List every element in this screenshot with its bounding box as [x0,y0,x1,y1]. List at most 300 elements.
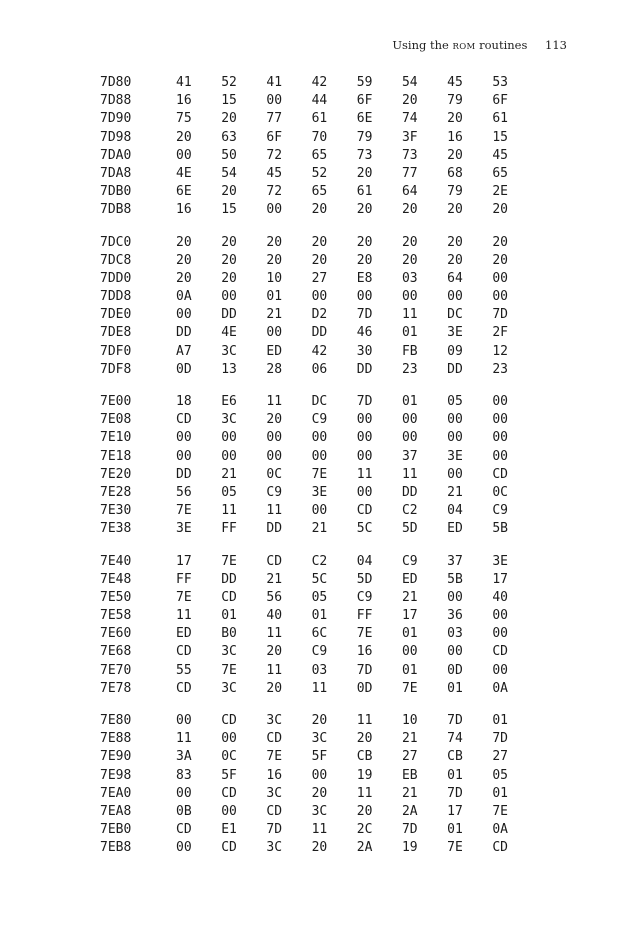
hex-byte: 17 [401,608,418,624]
hex-row [100,484,538,502]
hex-row [100,306,538,324]
hex-byte: ED [266,343,283,359]
hex-byte: 42 [311,75,328,90]
hex-byte: 20 [356,252,373,268]
hex-row [100,288,538,306]
hex-byte: 0C [266,466,283,482]
hex-byte: 00 [176,785,192,801]
hex-byte: 20 [492,234,508,250]
hex-byte: 00 [176,840,192,856]
hex-byte: C9 [311,644,328,660]
hex-byte: 5B [447,571,463,587]
hex-row [100,324,538,342]
hex-byte: 3E [176,521,192,537]
hex-row [100,839,538,857]
hex-byte: 00 [311,448,328,464]
hex-row [100,502,538,520]
hex-byte: 3C [221,343,237,359]
hex-byte: 5F [221,767,237,783]
hex-byte: 40 [266,608,283,624]
hex-byte: 56 [176,484,192,500]
hex-byte: FF [221,521,237,537]
hex-byte: 3E [492,553,508,569]
hex-byte: DC [311,394,328,409]
hex-byte: 16 [266,767,283,783]
hex-byte: 21 [401,785,418,801]
hex-byte: 19 [401,840,418,856]
hex-byte: 17 [492,571,508,587]
hex-byte: 00 [492,626,508,642]
hex-byte: 0A [492,680,508,696]
hex-address: 7DF8 [100,361,132,377]
hex-byte: 00 [176,307,192,323]
hex-row [100,785,538,803]
hex-address: 7E60 [100,626,132,642]
hex-byte: CD [176,412,192,428]
hex-row [100,466,538,484]
hex-byte: 77 [401,165,418,181]
hex-byte: 00 [176,147,192,163]
hex-address: 7DA8 [100,165,132,181]
hex-address: 7E68 [100,644,132,660]
hex-byte: 20 [221,270,237,286]
hex-byte: 46 [356,325,373,341]
hex-byte: 45 [492,147,508,163]
hex-address: 7EB0 [100,822,132,838]
hex-byte: 3C [221,644,237,660]
hex-byte: 20 [356,803,373,819]
hex-row [100,411,538,429]
hex-byte: 00 [356,430,373,446]
hex-byte: 0D [176,361,192,377]
hex-row [100,234,538,252]
hex-byte: 65 [311,147,328,163]
hex-byte: 01 [492,785,508,801]
hex-byte: 64 [447,270,463,286]
hex-byte: 00 [492,448,508,464]
hex-byte: 72 [266,184,283,200]
hex-byte: C9 [311,412,328,428]
hex-row [100,553,538,571]
hex-byte: CD [221,840,237,856]
hex-byte: 17 [176,553,192,569]
hex-byte: 7E [447,840,463,856]
hex-byte: 3A [176,749,192,765]
hex-address: 7E48 [100,571,132,587]
hex-byte: 7E [311,466,328,482]
hex-address: 7E08 [100,412,132,428]
hex-byte: 00 [447,644,463,660]
hex-byte: C9 [492,503,508,519]
hex-address: 7DF0 [100,343,132,359]
hex-byte: E6 [221,394,237,409]
hex-byte: 63 [221,129,237,145]
hex-byte: ED [401,571,418,587]
hex-byte: 3E [311,484,328,500]
hex-row [100,730,538,748]
hex-byte: 4E [176,165,192,181]
hex-row [100,393,538,411]
hex-byte: 21 [266,571,283,587]
hex-byte: 00 [447,430,463,446]
hex-byte: 00 [266,448,283,464]
hex-byte: 00 [492,412,508,428]
hex-byte: 11 [356,713,373,728]
hex-byte: 53 [492,75,508,90]
hex-byte: 0A [492,822,508,838]
hex-byte: 6F [266,129,283,145]
hex-byte: 01 [311,608,328,624]
hex-byte: 28 [266,361,283,377]
hex-byte: 01 [401,626,418,642]
hex-byte: 5F [311,749,328,765]
hex-byte: 79 [447,93,463,109]
hex-byte: 04 [356,553,373,569]
hex-byte: 64 [401,184,418,200]
hex-byte: 3C [311,803,328,819]
hex-byte: 5D [401,521,418,537]
hex-byte: 00 [401,430,418,446]
hex-row [100,183,538,201]
hex-byte: 3C [266,840,283,856]
hex-byte: 7E [221,662,237,678]
hex-byte: 7E [356,626,373,642]
hex-byte: 50 [221,147,237,163]
hex-byte: 04 [447,503,463,519]
hex-byte: 00 [176,713,192,728]
hex-byte: CD [176,680,192,696]
hex-byte: 19 [356,767,373,783]
hex-byte: CD [266,803,283,819]
hex-byte: 0B [176,803,192,819]
hex-row [100,343,538,361]
hex-byte: CD [176,822,192,838]
hex-address: 7E00 [100,394,132,409]
hex-byte: C9 [401,553,418,569]
hex-byte: 20 [447,111,463,127]
hex-address: 7DD0 [100,270,132,286]
hex-byte: 41 [266,75,283,90]
hex-byte: 72 [266,147,283,163]
hex-row [100,74,538,92]
hex-byte: 20 [356,234,373,250]
hex-byte: C2 [401,503,418,519]
hex-byte: 3C [311,731,328,747]
hex-byte: 11 [266,626,283,642]
hex-byte: 18 [176,394,192,409]
hex-byte: 11 [356,466,373,482]
hex-byte: 20 [401,202,418,218]
hex-byte: 20 [266,680,283,696]
hex-byte: 11 [266,662,283,678]
hex-row [100,110,538,128]
hex-byte: 20 [266,644,283,660]
hex-byte: CD [221,713,237,728]
hex-address: 7D88 [100,93,132,109]
hex-byte: 00 [311,430,328,446]
hex-byte: 20 [447,147,463,163]
hex-byte: 00 [447,412,463,428]
hex-byte: 01 [221,608,237,624]
hex-row [100,429,538,447]
hex-byte: 6E [356,111,373,127]
hex-byte: 21 [447,484,463,500]
hex-byte: 20 [311,713,328,728]
hex-byte: 16 [176,93,192,109]
hex-byte: 0A [176,289,192,305]
hex-byte: 7E [176,503,192,519]
hex-byte: 00 [221,803,237,819]
hex-byte: 00 [447,589,463,605]
hex-row [100,448,538,466]
hex-byte: 11 [221,503,237,519]
hex-address: 7E78 [100,680,132,696]
hex-address: 7E38 [100,521,132,537]
hex-row [100,803,538,821]
hex-byte: 00 [221,430,237,446]
hex-byte: 00 [311,767,328,783]
hex-byte: 27 [492,749,508,765]
hex-byte: 03 [401,270,418,286]
hex-byte: 30 [356,343,373,359]
hex-byte: DD [356,361,373,377]
hex-row [100,92,538,110]
hex-row [100,129,538,147]
hex-byte: 11 [176,731,192,747]
hex-byte: 20 [447,202,463,218]
hex-byte: CB [447,749,463,765]
hex-byte: DD [311,325,328,341]
hex-byte: 6F [356,93,373,109]
hex-byte: 20 [311,234,328,250]
hex-address: 7E90 [100,749,132,765]
hex-byte: DD [221,571,237,587]
hex-byte: 20 [311,785,328,801]
hex-byte: ED [447,521,463,537]
hex-byte: 7E [176,589,192,605]
hex-address: 7E10 [100,430,132,446]
hex-byte: 74 [447,731,463,747]
hex-byte: E8 [356,270,373,286]
hex-byte: DD [176,466,192,482]
hex-address: 7E28 [100,484,132,500]
hex-byte: C9 [356,589,373,605]
hex-byte: 7D [266,822,283,838]
hex-byte: 3F [401,129,418,145]
hex-address: 7E98 [100,767,132,783]
hex-byte: 11 [266,503,283,519]
hex-byte: 00 [176,448,192,464]
hex-byte: 20 [176,252,192,268]
hex-byte: 00 [221,289,237,305]
hex-byte: 77 [266,111,283,127]
hex-byte: C9 [266,484,283,500]
hex-byte: 45 [447,75,463,90]
hex-byte: 01 [447,680,463,696]
hex-byte: CD [492,466,508,482]
hex-block [100,74,538,220]
hex-byte: 11 [176,608,192,624]
hex-byte: 7D [447,785,463,801]
hex-byte: DD [266,521,283,537]
hex-address: 7E30 [100,503,132,519]
hex-byte: 00 [447,289,463,305]
hex-byte: 0D [356,680,373,696]
hex-byte: 7D [492,307,508,323]
hex-byte: E1 [221,822,237,838]
hex-address: 7E88 [100,731,132,747]
hex-byte: 37 [447,553,463,569]
hex-byte: 83 [176,767,192,783]
hex-byte: 21 [266,307,283,323]
hex-byte: 5C [356,521,373,537]
hex-byte: 2E [492,184,508,200]
hex-byte: 20 [492,202,508,218]
hex-byte: CD [221,785,237,801]
hex-byte: 55 [176,662,192,678]
hex-byte: 09 [447,343,463,359]
hex-byte: 5B [492,521,508,537]
hex-address: 7EA0 [100,785,132,801]
hex-byte: 00 [401,644,418,660]
hex-byte: 7D [356,662,373,678]
hex-byte: CD [176,644,192,660]
hex-byte: 20 [401,234,418,250]
hex-byte: 74 [401,111,418,127]
hex-byte: 5C [311,571,328,587]
hex-byte: 15 [221,93,237,109]
hex-byte: 61 [492,111,508,127]
hex-byte: 79 [447,184,463,200]
hex-byte: 20 [447,252,463,268]
hex-byte: 7E [221,553,237,569]
hex-byte: 2F [492,325,508,341]
hex-address: 7D80 [100,75,132,90]
hex-address: 7E40 [100,553,132,569]
hex-byte: 3E [447,325,463,341]
hex-row [100,680,538,698]
hex-byte: 0C [492,484,508,500]
hex-row [100,748,538,766]
hex-byte: 00 [266,202,283,218]
hex-byte: 20 [221,111,237,127]
hex-address: 7DE8 [100,325,132,341]
hex-byte: FF [176,571,192,587]
hex-byte: 00 [492,662,508,678]
hex-byte: D2 [311,307,328,323]
hex-byte: 61 [356,184,373,200]
hex-byte: 61 [311,111,328,127]
hex-byte: 16 [447,129,463,145]
hex-byte: 00 [401,289,418,305]
hex-address: 7DC8 [100,252,132,268]
hex-byte: 20 [356,165,373,181]
hex-byte: 41 [176,75,192,90]
hex-byte: 7D [492,731,508,747]
hex-address: 7DE0 [100,307,132,323]
hex-row [100,520,538,538]
hex-row [100,361,538,379]
hex-byte: ED [176,626,192,642]
hex-byte: CD [266,553,283,569]
hex-byte: 00 [266,430,283,446]
hex-byte: 37 [401,448,418,464]
hex-byte: 13 [221,361,237,377]
hex-address: 7E58 [100,608,132,624]
hex-byte: 01 [266,289,283,305]
hex-byte: A7 [176,343,192,359]
hex-byte: 45 [266,165,283,181]
hex-byte: 01 [401,325,418,341]
hex-byte: 21 [221,466,237,482]
hex-byte: 7E [492,803,508,819]
hex-row [100,252,538,270]
hex-byte: 20 [176,129,192,145]
hex-byte: 20 [221,234,237,250]
hex-byte: 3C [221,680,237,696]
hex-byte: 7E [401,680,418,696]
hex-byte: 5D [356,571,373,587]
running-title: Using the ROM routines [392,38,528,52]
hex-dump-listing [100,74,538,872]
hex-byte: 0D [447,662,463,678]
hex-byte: 65 [311,184,328,200]
hex-byte: 6E [176,184,192,200]
hex-byte: CD [492,840,508,856]
hex-byte: 17 [447,803,463,819]
hex-byte: 00 [492,608,508,624]
hex-byte: 11 [266,394,283,409]
hex-address: 7E70 [100,662,132,678]
hex-byte: CD [266,731,283,747]
hex-byte: 20 [266,412,283,428]
hex-byte: C2 [311,553,328,569]
hex-byte: 03 [447,626,463,642]
hex-byte: 00 [356,412,373,428]
hex-byte: 7D [356,394,373,409]
hex-byte: 20 [492,252,508,268]
hex-address: 7E50 [100,589,132,605]
hex-byte: 20 [221,252,237,268]
hex-byte: 00 [266,325,283,341]
hex-byte: DD [176,325,192,341]
hex-byte: 73 [401,147,418,163]
hex-byte: 15 [492,129,508,145]
hex-byte: 00 [356,289,373,305]
hex-byte: 00 [176,430,192,446]
hex-byte: 52 [221,75,237,90]
hex-byte: 03 [311,662,328,678]
hex-byte: 15 [221,202,237,218]
hex-row [100,607,538,625]
hex-byte: 05 [492,767,508,783]
hex-row [100,712,538,730]
hex-byte: 00 [492,289,508,305]
hex-byte: 7D [356,307,373,323]
hex-byte: CD [221,589,237,605]
hex-byte: 52 [311,165,328,181]
hex-address: 7D98 [100,129,132,145]
hex-byte: 05 [221,484,237,500]
hex-byte: 20 [311,252,328,268]
hex-byte: 00 [356,484,373,500]
hex-address: 7E20 [100,466,132,482]
hex-byte: FB [401,343,418,359]
hex-byte: 06 [311,361,328,377]
hex-row [100,201,538,219]
hex-byte: 3E [447,448,463,464]
hex-byte: 11 [401,466,418,482]
